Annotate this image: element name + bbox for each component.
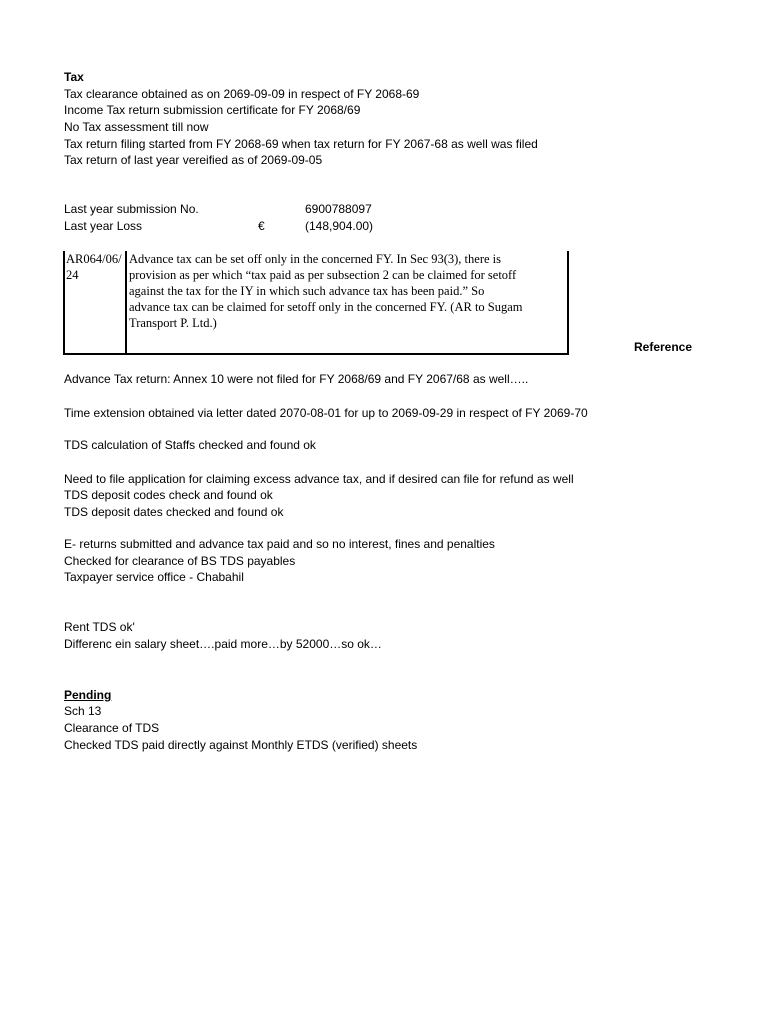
- submission-value: 6900788097: [305, 202, 372, 216]
- reference-text-line: against the tax for the IY in which such advance tax has been paid.” So: [129, 284, 485, 298]
- submission-label: Last year submission No.: [64, 202, 199, 216]
- note-salary-diff: Differenc ein salary sheet….paid more…by 52000…so ok…: [64, 637, 382, 651]
- pending-item-clearance: Clearance of TDS: [64, 721, 160, 735]
- loss-currency: €: [258, 219, 265, 233]
- note-taxpayer-office: Taxpayer service office - Chabahil: [64, 570, 244, 584]
- note-tds-codes: TDS deposit codes check and found ok: [64, 488, 273, 502]
- note-rent-tds: Rent TDS ok': [64, 620, 135, 634]
- note-time-extension: Time extension obtained via letter dated 2070-08-01 for up to 2069-09-29 in respect of FY 2069-70: [64, 406, 588, 420]
- reference-label: Reference: [634, 340, 693, 354]
- note-tds-staffs: TDS calculation of Staffs checked and found ok: [64, 438, 316, 452]
- reference-text-line: provision as per which “tax paid as per subsection 2 can be claimed for setoff: [129, 268, 517, 282]
- tax-line-filing: Tax return filing started from FY 2068-69 when tax return for FY 2067-68 as well was filed: [64, 137, 538, 151]
- pending-item-etds: Checked TDS paid directly against Monthly ETDS (verified) sheets: [64, 738, 418, 752]
- pending-item-sch13: Sch 13: [64, 704, 102, 718]
- reference-text-line: advance tax can be claimed for setoff only in the concerned FY. (AR to Sugam: [129, 300, 523, 314]
- loss-label: Last year Loss: [64, 219, 143, 233]
- tax-heading: Tax: [64, 70, 84, 84]
- note-bs-tds: Checked for clearance of BS TDS payables: [64, 554, 296, 568]
- reference-box: [63, 251, 569, 355]
- tax-line-certificate: Income Tax return submission certificate for FY 2068/69: [64, 103, 361, 117]
- pending-heading: Pending: [64, 688, 112, 702]
- tax-line-verified: Tax return of last year vereified as of 2069-09-05: [64, 153, 323, 167]
- reference-text: [129, 251, 569, 331]
- tax-line-clearance: Tax clearance obtained as on 2069-09-09 in respect of FY 2068-69: [64, 87, 420, 101]
- note-advance-tax-return: Advance Tax return: Annex 10 were not filed for FY 2068/69 and FY 2067/68 as well…..: [64, 372, 529, 386]
- reference-text-line: Transport P. Ltd.): [129, 316, 217, 330]
- reference-code: AR064/06/24: [65, 251, 127, 353]
- tax-line-assessment: No Tax assessment till now: [64, 120, 209, 134]
- note-tds-dates: TDS deposit dates checked and found ok: [64, 505, 284, 519]
- loss-value: (148,904.00): [305, 219, 374, 233]
- note-excess-advance: Need to file application for claiming excess advance tax, and if desired can file for refund as well: [64, 472, 574, 486]
- reference-text-line: Advance tax can be set off only in the concerned FY. In Sec 93(3), there is: [129, 252, 501, 266]
- note-e-returns: E- returns submitted and advance tax paid and so no interest, fines and penalties: [64, 537, 495, 551]
